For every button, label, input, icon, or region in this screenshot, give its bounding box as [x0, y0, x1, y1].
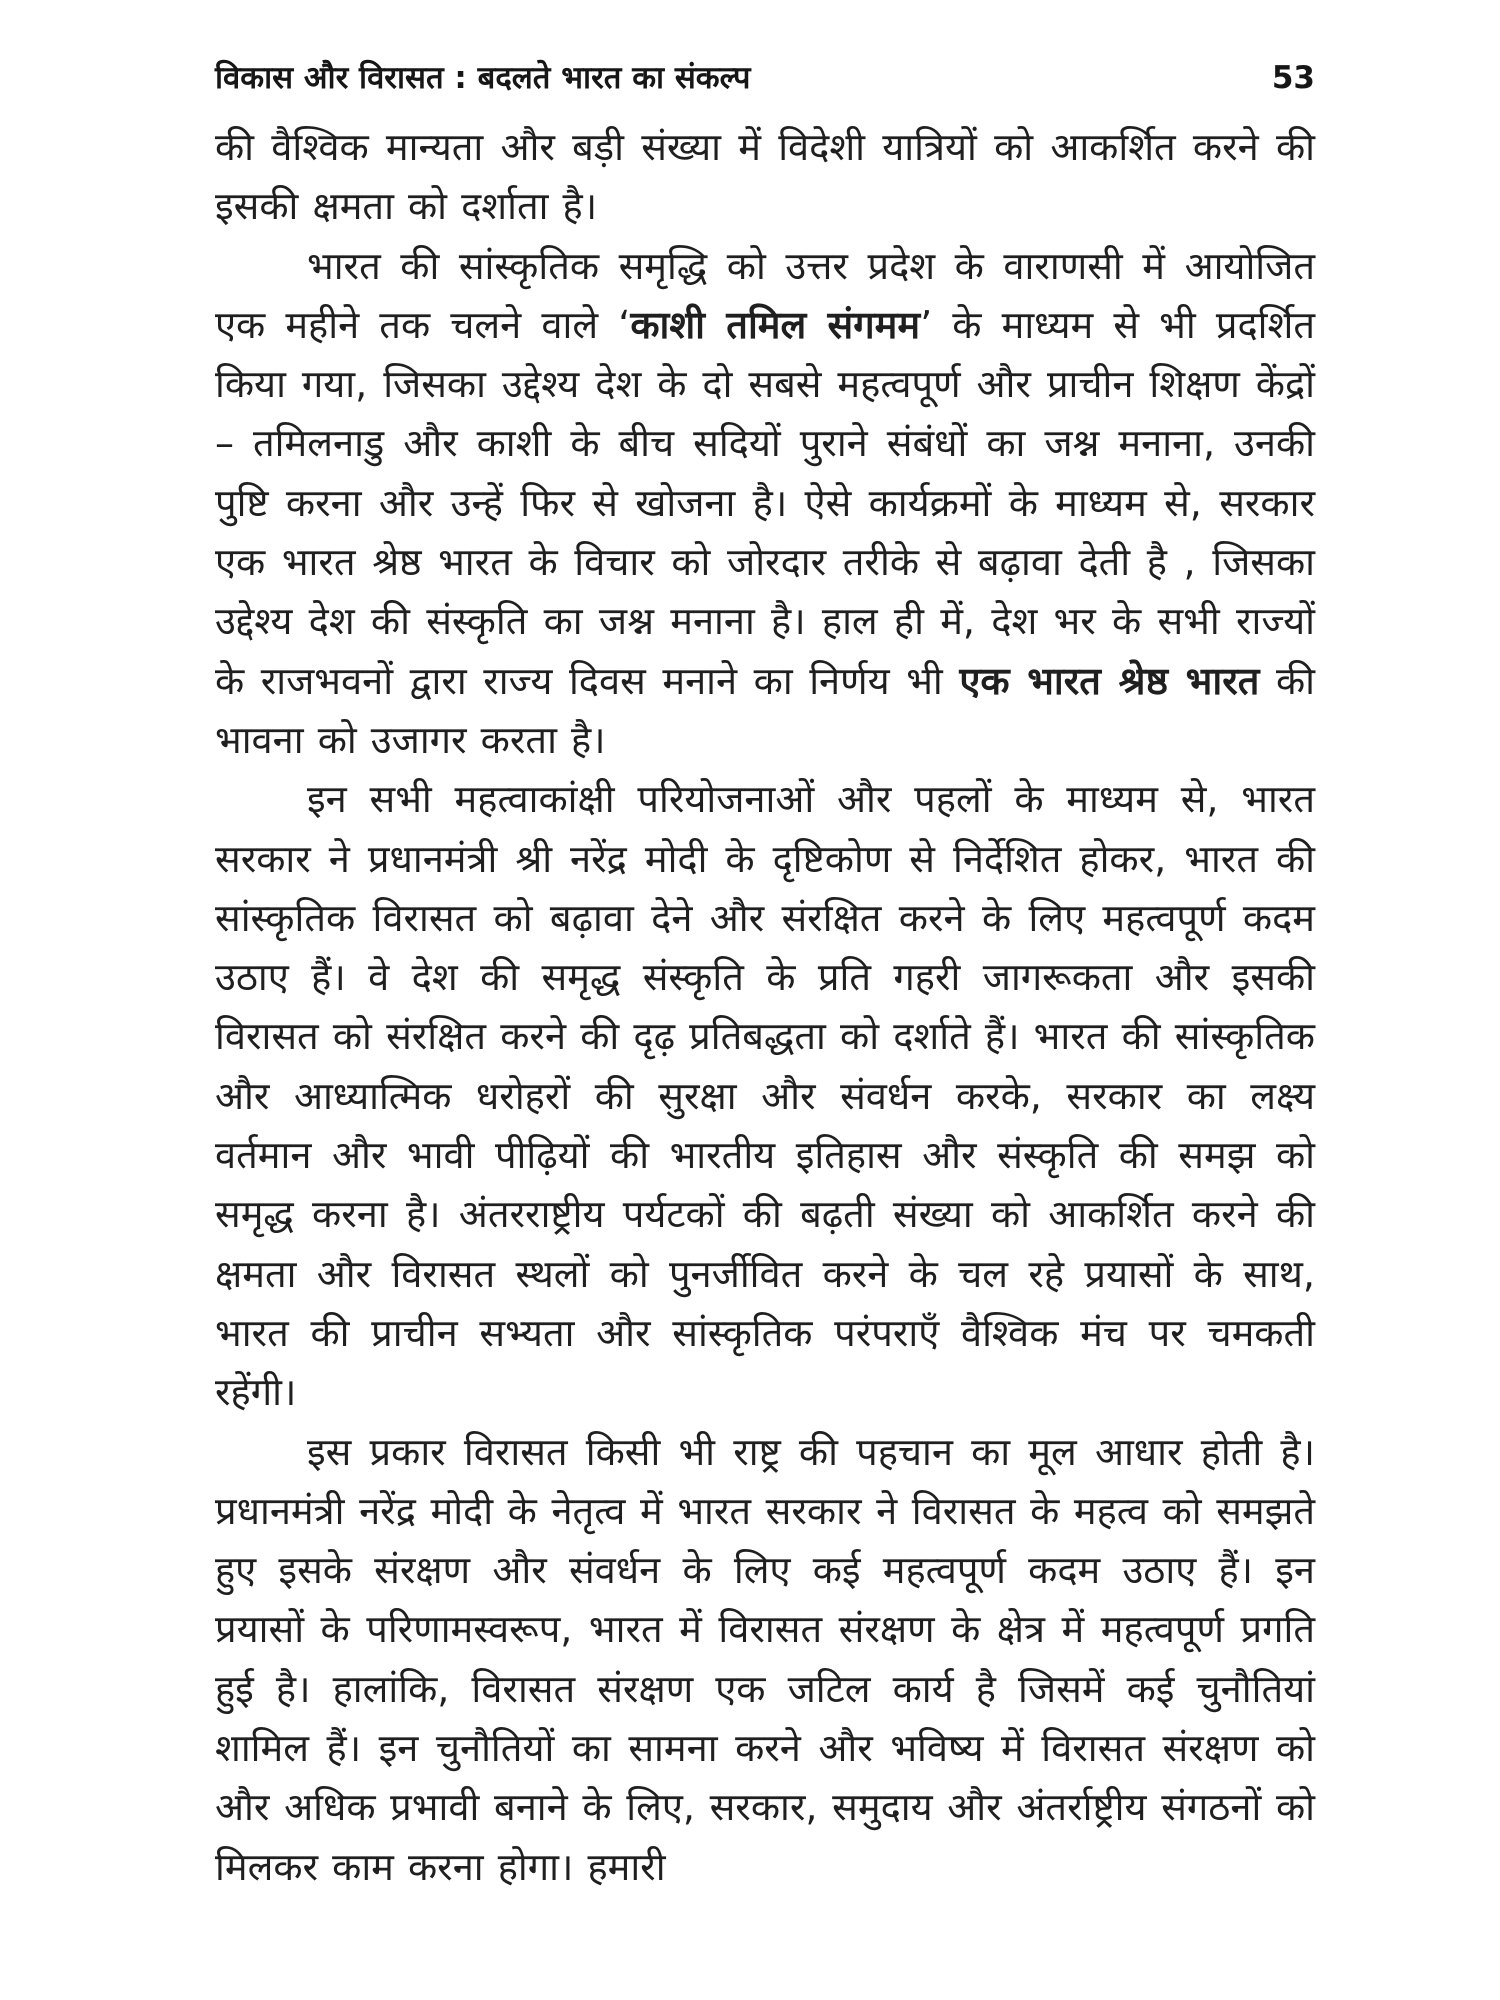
header-title: विकास और विरासत : बदलते भारत का संकल्प [215, 60, 751, 96]
highlight-ek-bharat-shreshtha-bharat: एक भारत श्रेष्ठ भारत [959, 658, 1260, 703]
paragraph-2 [215, 237, 1315, 771]
paragraph-4: इस प्रकार विरासत किसी भी राष्ट्र की पहचान का मूल आधार होती है। प्रधानमंत्री नरेंद्र मोदी के नेतृत्व में भारत सरकार ने विरासत के महत्व को समझते हुए इसके संरक्षण और संवर्धन के लिए कई महत्वपूर्ण कदम उठाए हैं। इन प्रयासों के परिणामस्वरूप, भारत में विरासत संरक्षण के क्षेत्र में महत्वपूर्ण प्रगति हुई है। हालांकि, विरासत संरक्षण एक जटिल कार्य है जिसमें कई चुनौतियां शामिल हैं। इन चुनौतियों का सामना करने और भविष्य में विरासत संरक्षण को और अधिक प्रभावी बनाने के लिए, सरकार, समुदाय और अंतर्राष्ट्रीय संगठनों को मिलकर काम करना होगा। हमारी [215, 1429, 1315, 1889]
paragraph-3: इन सभी महत्वाकांक्षी परियोजनाओं और पहलों के माध्यम से, भारत सरकार ने प्रधानमंत्री श्री नरेंद्र मोदी के दृष्टिकोण से निर्देशित होकर, भारत की सांस्कृतिक विरासत को बढ़ावा देने और संरक्षित करने के लिए महत्वपूर्ण कदम उठाए हैं। वे देश की समृद्ध संस्कृति के प्रति गहरी जागरूकता और इसकी विरासत को संरक्षित करने की दृढ़ प्रतिबद्धता को दर्शाते हैं। भारत की सांस्कृतिक और आध्यात्मिक धरोहरों की सुरक्षा और संवर्धन करके, सरकार का लक्ष्य वर्तमान और भावी पीढ़ियों की भारतीय इतिहास और संस्कृति की समझ को समृद्ध करना है। अंतरराष्ट्रीय पर्यटकों की बढ़ती संख्या को आकर्शित करने की क्षमता और विरासत स्थलों को पुनर्जीवित करने के चल रहे प्रयासों के साथ, भारत की प्राचीन सभ्यता और सांस्कृतिक परंपराएँ वैश्विक मंच पर चमकती रहेंगी। [215, 777, 1315, 1415]
paragraph-2-text-b: ’ के माध्यम से भी प्रदर्शित किया गया, जिसका उद्देश्य देश के दो सबसे महत्वपूर्ण और प्राचीन शिक्षण केंद्रों – तमिलनाडु और काशी के बीच सदियों पुराने संबंधों का जश्न मनाना, उनकी पुष्टि करना और उन्हें फिर से खोजना है। ऐसे कार्यक्रमों के माध्यम से, सरकार एक भारत श्रेष्ठ भारत के विचार को जोरदार तरीके से बढ़ावा देती है , जिसका उद्देश्य देश की संस्कृति का जश्न मनाना है। हाल ही में, देश भर के सभी राज्यों के राजभवनों द्वारा राज्य दिवस मनाने का निर्णय भी [215, 302, 1315, 703]
paragraph-2-text-c: की भावना को उजागर करता है। [215, 658, 1315, 762]
highlight-kashi-tamil-sangamam: काशी तमिल संगमम [630, 302, 921, 347]
page-number: 53 [1271, 60, 1315, 96]
paragraph-1: की वैश्विक मान्यता और बड़ी संख्या में विदेशी यात्रियों को आकर्शित करने की इसकी क्षमता को दर्शाता है। [215, 125, 1315, 229]
paragraph-2-text-a: भारत की सांस्कृतिक समृद्धि को उत्तर प्रदेश के वाराणसी में आयोजित एक महीने तक चलने वाले ‘ [215, 243, 1315, 347]
running-header [215, 58, 1315, 108]
body-text [215, 118, 1315, 1897]
